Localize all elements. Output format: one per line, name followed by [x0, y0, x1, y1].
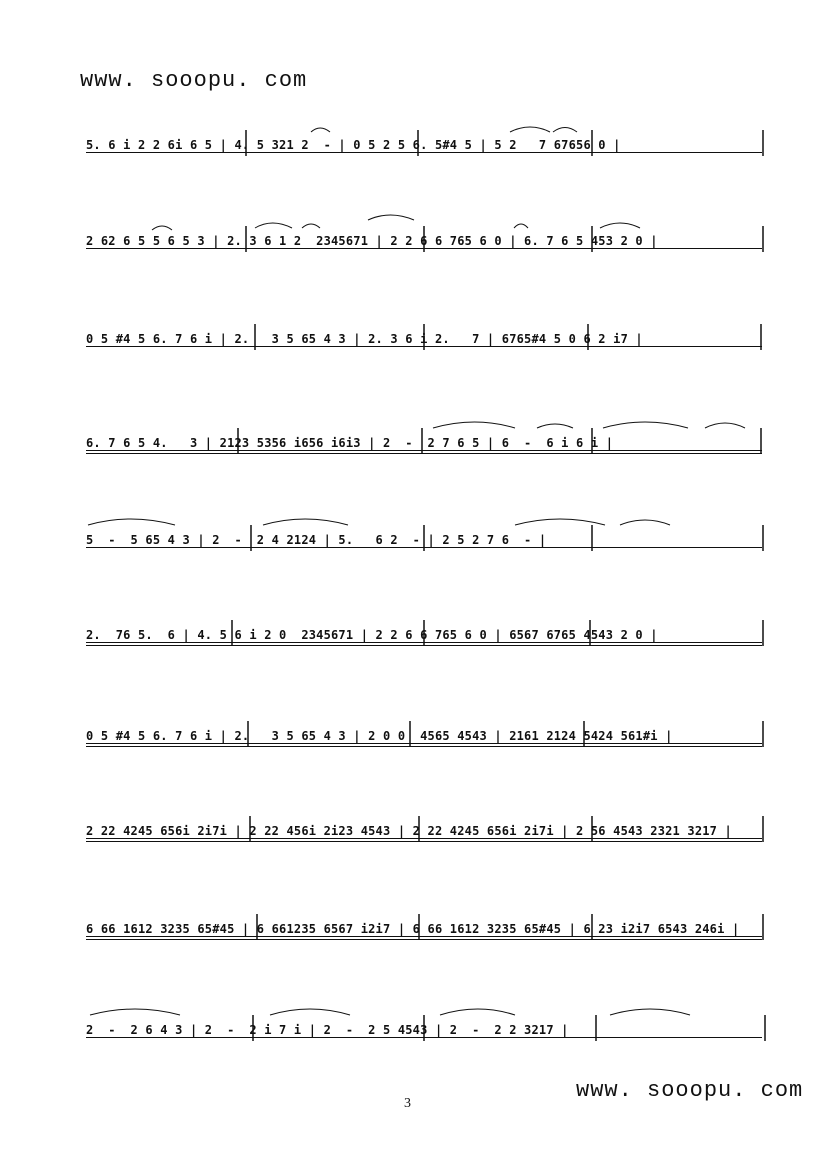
score-line-notes: 2 22 4245 656i 2i7i | 2 22 456i 2i23 4543 | 2 22 4245 656i 2i7i | 2 56 4543 2321 3217 | — [86, 824, 732, 838]
slur-mark — [440, 1009, 515, 1015]
page-number: 3 — [404, 1096, 411, 1111]
slur-mark — [553, 128, 577, 133]
score-line-notes: 5. 6 i 2 2 6i 6 5 | 4. 5 321 2 - | 0 5 2 5 6. 5#4 5 | 5 2 7 67656 0 | — [86, 138, 621, 152]
score-line-notes: 0 5 #4 5 6. 7 6 i | 2. 3 5 65 4 3 | 2. 3 6 i 2. 7 | 6765#4 5 0 6 2 i7 | — [86, 332, 643, 346]
slur-mark — [152, 226, 172, 230]
score-line-notes: 2 - 2 6 4 3 | 2 - 2 i 7 i | 2 - 2 5 4543 | 2 - 2 2 3217 | — [86, 1023, 569, 1037]
slur-mark — [255, 223, 292, 228]
slur-mark — [600, 223, 640, 228]
watermark-bottom: www. sooopu. com — [576, 1078, 804, 1103]
slur-mark — [610, 1009, 690, 1015]
slur-mark — [88, 519, 175, 525]
slur-mark — [302, 224, 320, 228]
slur-mark — [368, 215, 414, 220]
score-line-notes: 2 62 6 5 5 6 5 3 | 2. 3 6 1 2 2345671 | 2 2 6 6 765 6 0 | 6. 7 6 5 453 2 0 | — [86, 234, 658, 248]
score-line-notes: 5 - 5 65 4 3 | 2 - 2 4 2124 | 5. 6 2 - | 2 5 2 7 6 - | — [86, 533, 547, 547]
watermark-top: www. sooopu. com — [80, 68, 308, 93]
score-line-notes: 6 66 1612 3235 65#45 | 6 661235 6567 i2i7 | 6 66 1612 3235 65#45 | 6 23 i2i7 6543 246i | — [86, 922, 740, 936]
slur-mark — [510, 127, 550, 132]
slur-mark — [620, 520, 670, 525]
score-line-notes: 2. 76 5. 6 | 4. 5 6 i 2 0 2345671 | 2 2 6 6 765 6 0 | 6567 6765 4543 2 0 | — [86, 628, 658, 642]
slur-mark — [537, 424, 573, 428]
slur-mark — [311, 128, 330, 132]
score-line-notes: 0 5 #4 5 6. 7 6 i | 2. 3 5 65 4 3 | 2 0 0 4565 4543 | 2161 2124 5424 561#i | — [86, 729, 673, 743]
slur-mark — [514, 224, 528, 228]
slur-mark — [270, 1009, 350, 1015]
slur-mark — [705, 423, 745, 428]
slur-mark — [263, 519, 348, 525]
slur-mark — [90, 1009, 180, 1015]
slur-mark — [603, 422, 688, 428]
slur-mark — [433, 422, 515, 428]
slur-mark — [515, 519, 605, 525]
score-line-notes: 6. 7 6 5 4. 3 | 2123 5356 i656 i6i3 | 2 - 2 7 6 5 | 6 - 6 i 6 i | — [86, 436, 614, 450]
